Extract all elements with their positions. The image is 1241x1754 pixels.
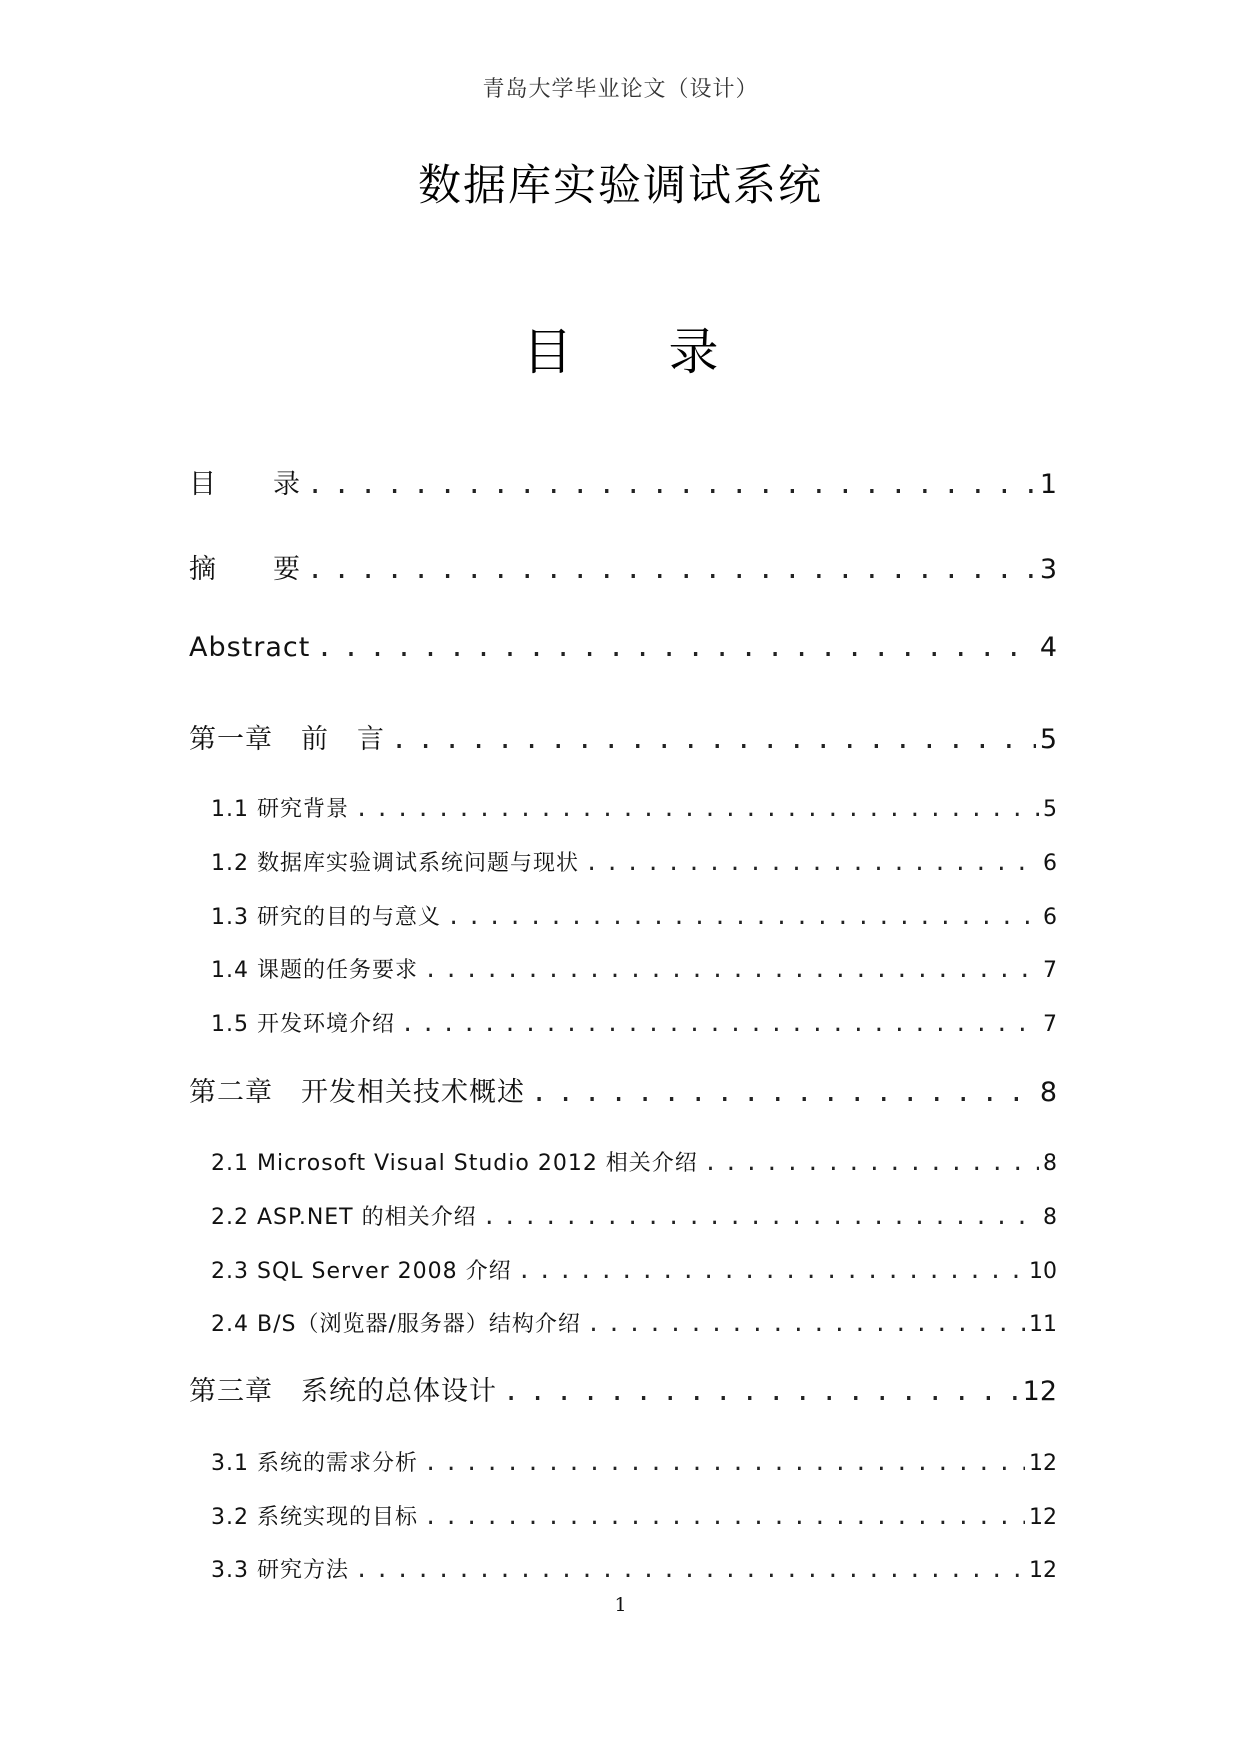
toc-entry-title: Abstract: [189, 632, 311, 663]
toc-entry-title: 第三章 系统的总体设计: [189, 1376, 497, 1407]
toc-entry[interactable]: [211, 1500, 1057, 1531]
toc-entry-title: 3.2 系统实现的目标: [211, 1505, 418, 1530]
toc-entry-title: 2.2 ASP.NET 的相关介绍: [211, 1205, 477, 1230]
toc-entry-page: 12: [1029, 1451, 1057, 1476]
dot-leader: [307, 469, 1036, 500]
toc-entry-page: 8: [1043, 1205, 1057, 1230]
dot-leader: [704, 1151, 1039, 1176]
dot-leader: [424, 958, 1039, 983]
toc-entry[interactable]: [211, 1254, 1057, 1285]
toc-entry-title: 摘 要: [189, 554, 301, 585]
dot-leader: [531, 1077, 1036, 1108]
toc-entry[interactable]: [211, 1307, 1057, 1338]
dot-leader: [447, 905, 1039, 930]
document-title: 数据库实验调试系统: [418, 161, 823, 211]
toc-entry-page: 12: [1029, 1505, 1057, 1530]
toc-entry-title: 1.1 研究背景: [211, 797, 349, 822]
toc-entry-page: 12: [1029, 1558, 1057, 1583]
toc-entry-page: 10: [1029, 1259, 1057, 1284]
toc-entry-page: 1: [1039, 469, 1057, 500]
dot-leader: [316, 632, 1035, 663]
dot-leader: [585, 851, 1039, 876]
toc-entry[interactable]: [189, 717, 1057, 756]
toc-entry-page: 11: [1029, 1312, 1057, 1337]
toc-entry-title: 2.1 Microsoft Visual Studio 2012 相关介绍: [211, 1151, 698, 1176]
toc-entry-page: 8: [1043, 1151, 1057, 1176]
toc-entry-title: 3.1 系统的需求分析: [211, 1451, 418, 1476]
toc-entry-title: 1.2 数据库实验调试系统问题与现状: [211, 851, 579, 876]
toc-entry[interactable]: [211, 953, 1057, 984]
toc-entry[interactable]: [211, 1146, 1057, 1177]
toc-entry-title: 2.3 SQL Server 2008 介绍: [211, 1259, 512, 1284]
dot-leader: [355, 1558, 1025, 1583]
toc-entry[interactable]: [211, 1007, 1057, 1038]
toc-entry-page: 8: [1039, 1077, 1057, 1108]
toc-entry-title: 目 录: [189, 469, 301, 500]
toc-entry-title: 3.3 研究方法: [211, 1558, 349, 1583]
toc-entry[interactable]: [211, 1553, 1057, 1584]
running-header: 青岛大学毕业论文（设计）: [482, 77, 759, 102]
dot-leader: [307, 554, 1036, 585]
toc-heading: 目录: [522, 323, 815, 381]
dot-leader: [424, 1451, 1025, 1476]
toc-entry-page: 6: [1043, 851, 1057, 876]
toc-entry-title: 第二章 开发相关技术概述: [189, 1077, 525, 1108]
toc-entry-page: 5: [1043, 797, 1057, 822]
toc-entry-page: 12: [1022, 1376, 1057, 1407]
toc-entry-page: 4: [1039, 632, 1057, 663]
toc-entry-title: 1.5 开发环境介绍: [211, 1012, 395, 1037]
toc-entry-title: 1.4 课题的任务要求: [211, 958, 418, 983]
toc-entry-title: 2.4 B/S（浏览器/服务器）结构介绍: [211, 1312, 581, 1337]
toc-entry[interactable]: [211, 900, 1057, 931]
toc-entry[interactable]: [211, 1200, 1057, 1231]
dot-leader: [518, 1259, 1025, 1284]
dot-leader: [483, 1205, 1039, 1230]
page-number: 1: [614, 1594, 627, 1616]
dot-leader: [401, 1012, 1039, 1037]
toc-entry-page: 7: [1043, 1012, 1057, 1037]
toc-entry[interactable]: [189, 1369, 1057, 1408]
toc-entry-page: 5: [1039, 724, 1057, 755]
toc-entry-page: 7: [1043, 958, 1057, 983]
toc-entry-page: 3: [1039, 554, 1057, 585]
toc-entry[interactable]: [189, 632, 1057, 663]
toc-entry[interactable]: [211, 1446, 1057, 1477]
toc-entry-page: 6: [1043, 905, 1057, 930]
dot-leader: [503, 1376, 1019, 1407]
toc-entry-title: 1.3 研究的目的与意义: [211, 905, 441, 930]
toc-entry[interactable]: [189, 547, 1057, 586]
toc-entry[interactable]: [211, 792, 1057, 823]
dot-leader: [587, 1312, 1025, 1337]
dot-leader: [424, 1505, 1025, 1530]
dot-leader: [391, 724, 1036, 755]
toc-entry[interactable]: [189, 462, 1057, 501]
dot-leader: [355, 797, 1039, 822]
toc-entry-title: 第一章 前 言: [189, 724, 385, 755]
toc-entry[interactable]: [211, 846, 1057, 877]
toc-entry[interactable]: [189, 1070, 1057, 1109]
